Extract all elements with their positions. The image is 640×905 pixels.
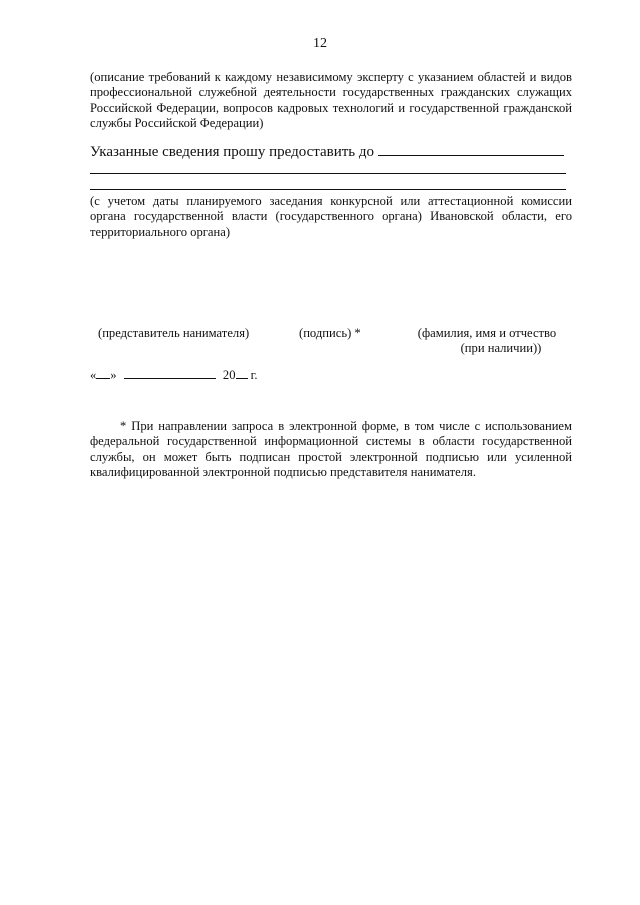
footnote: * При направлении запроса в электронной форме, в том числе с использованием федеральной государственной информационной системы в области государственной службы, он может быть подписан простой электронной подписью или усиленной квалифицированной электронной подписью представителя нанимателя. <box>90 419 572 479</box>
page-number: 12 <box>313 36 327 51</box>
request-date-blank <box>378 141 564 156</box>
month-blank <box>124 368 216 379</box>
request-text: Указанные сведения прошу предоставить до <box>90 144 375 160</box>
date-note: (с учетом даты планируемого заседания конкурсной или аттестационной комиссии органа государственной власти (государственного органа) Ивановской области, его территориального органа) <box>90 194 572 239</box>
date-row <box>90 368 258 383</box>
full-name-label-line2: (при наличии)) <box>460 341 542 356</box>
year-prefix: 20 <box>222 368 236 382</box>
date-close-quote: » <box>110 368 117 382</box>
year-suffix: г. <box>250 368 258 382</box>
signature-label: (подпись) * <box>299 326 361 340</box>
full-name-label <box>412 326 562 357</box>
blank-line-2 <box>90 189 566 190</box>
requirements-description: (описание требований к каждому независимому эксперту с указанием областей и видов профессиональной служебной деятельности государственных гражданских служащих Российской Федерации, вопросов кадровых технологий и государственной гражданской службы Российской Федерации) <box>90 70 572 130</box>
blank-line-1 <box>90 173 566 174</box>
employer-label: (представитель нанимателя) <box>98 326 250 340</box>
year-blank <box>236 368 248 379</box>
full-name-label-line1: (фамилия, имя и отчество <box>417 326 557 340</box>
request-line <box>90 141 572 161</box>
date-open-quote: « <box>90 368 97 382</box>
day-blank <box>96 368 110 379</box>
